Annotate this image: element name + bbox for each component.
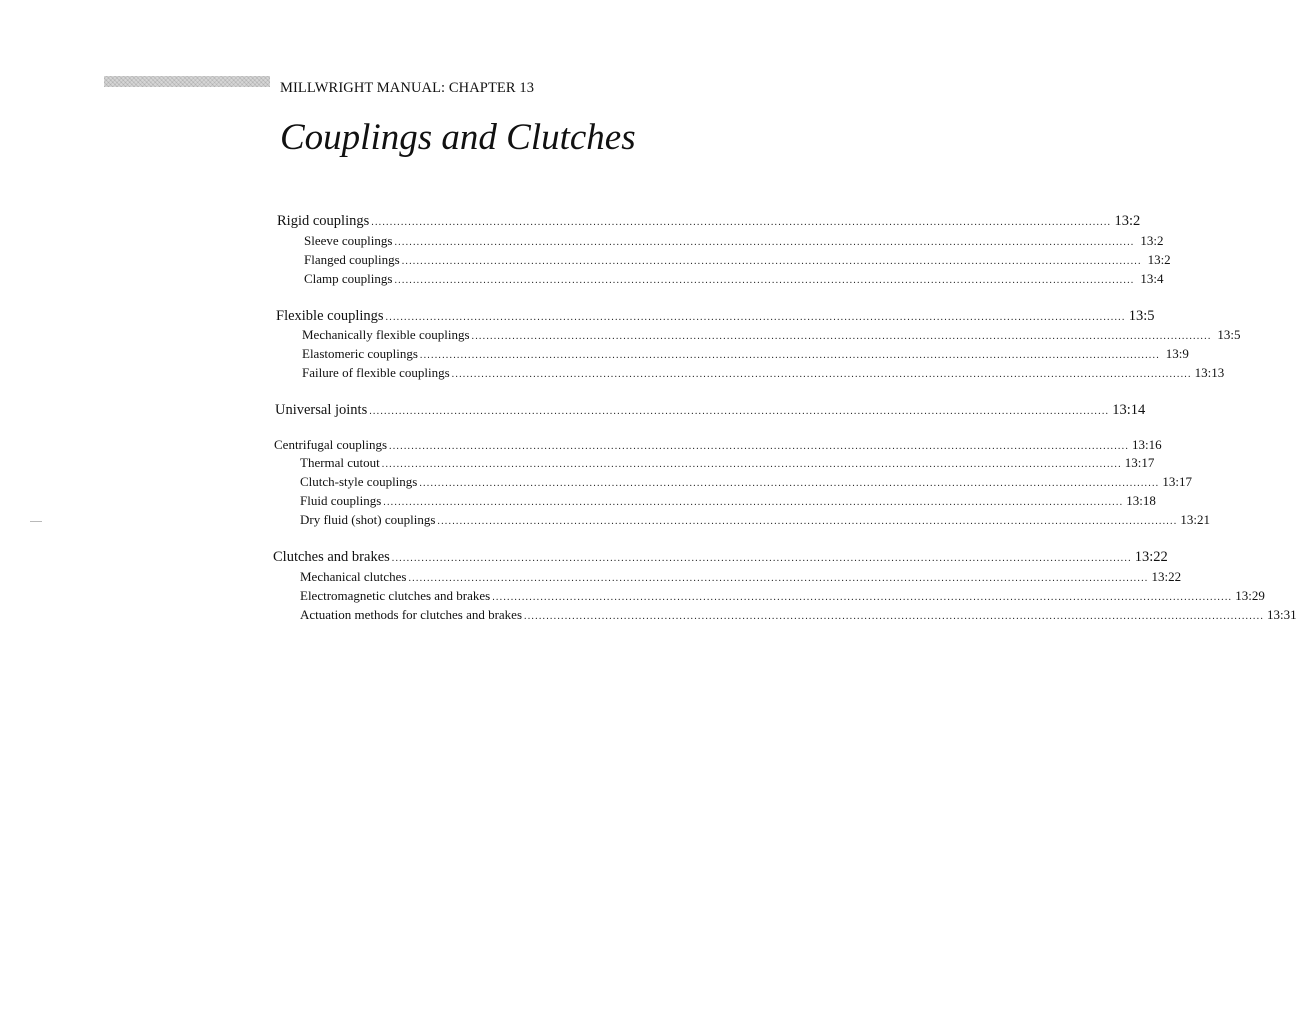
toc-entry-fluid-couplings[interactable] bbox=[300, 492, 1156, 510]
toc-entry-label: Sleeve couplings bbox=[304, 233, 393, 248]
toc-entry-page: 13:17 bbox=[1162, 474, 1192, 489]
toc-entry-centrifugal-couplings[interactable] bbox=[274, 436, 1162, 454]
toc-entry-label: Electromagnetic clutches and brakes bbox=[300, 588, 491, 603]
chapter-title: Couplings and Clutches bbox=[280, 117, 636, 158]
toc-entry-flanged-couplings[interactable] bbox=[304, 251, 1171, 269]
toc-entry-thermal-cutout[interactable] bbox=[300, 454, 1155, 472]
toc-leader-dots: ........................................................................................................................................................................................................ bbox=[492, 592, 1233, 603]
toc-entry-page: 13:22 bbox=[1151, 569, 1182, 584]
toc-leader-dots: ........................................................................................................................................................................................................ bbox=[389, 441, 1130, 452]
toc-entry-actuation-methods[interactable] bbox=[300, 606, 1297, 624]
toc-entry-mechanical-clutches[interactable] bbox=[300, 568, 1182, 586]
toc-entry-label: Thermal cutout bbox=[300, 455, 380, 470]
toc-entry-electromagnetic-clutches-and-brakes[interactable] bbox=[300, 587, 1265, 605]
toc-entry-page: 13:31 bbox=[1267, 607, 1297, 622]
toc-entry-page: 13:2 bbox=[1140, 233, 1164, 248]
toc-leader-dots: ........................................................................................................................................................................................................ bbox=[383, 497, 1124, 508]
toc-entry-label: Universal joints bbox=[275, 402, 368, 418]
toc-leader-dots: ........................................................................................................................................................................................................ bbox=[369, 406, 1110, 417]
toc-entry-label: Mechanical clutches bbox=[300, 569, 407, 584]
toc-leader-dots: ........................................................................................................................................................................................................ bbox=[524, 611, 1265, 622]
toc-entry-label: Failure of flexible couplings bbox=[302, 365, 450, 380]
toc-leader-dots: ........................................................................................................................................................................................................ bbox=[381, 459, 1122, 470]
toc-entry-page: 13:14 bbox=[1112, 402, 1146, 418]
toc-entry-clutches-and-brakes[interactable] bbox=[273, 548, 1168, 566]
toc-entry-universal-joints[interactable] bbox=[275, 401, 1146, 419]
toc-leader-dots: ........................................................................................................................................................................................................ bbox=[401, 256, 1142, 267]
toc-entry-label: Mechanically flexible couplings bbox=[302, 327, 470, 342]
toc-leader-dots: ........................................................................................................................................................................................................ bbox=[371, 217, 1112, 228]
toc-leader-dots: ........................................................................................................................................................................................................ bbox=[437, 516, 1178, 527]
toc-entry-failure-of-flexible-couplings[interactable] bbox=[302, 364, 1225, 382]
toc-leader-dots: ........................................................................................................................................................................................................ bbox=[408, 573, 1149, 584]
toc-entry-sleeve-couplings[interactable] bbox=[304, 232, 1164, 250]
toc-leader-dots: ........................................................................................................................................................................................................ bbox=[394, 275, 1135, 286]
toc-entry-mechanically-flexible-couplings[interactable] bbox=[302, 326, 1241, 344]
toc-leader-dots: ........................................................................................................................................................................................................ bbox=[385, 312, 1126, 323]
toc-entry-page: 13:22 bbox=[1134, 549, 1168, 565]
toc-entry-clamp-couplings[interactable] bbox=[304, 270, 1164, 288]
toc-entry-label: Actuation methods for clutches and brakes bbox=[300, 607, 523, 622]
toc-entry-label: Dry fluid (shot) couplings bbox=[300, 512, 436, 527]
running-head: MILLWRIGHT MANUAL: CHAPTER 13 bbox=[280, 80, 535, 96]
toc-entry-page: 13:29 bbox=[1235, 588, 1265, 603]
toc-entry-page: 13:5 bbox=[1217, 327, 1241, 342]
toc-entry-label: Flexible couplings bbox=[276, 308, 384, 324]
toc-entry-label: Rigid couplings bbox=[277, 213, 370, 229]
toc-leader-dots: ........................................................................................................................................................................................................ bbox=[391, 553, 1132, 564]
toc-entry-page: 13:2 bbox=[1114, 213, 1141, 229]
toc-entry-page: 13:5 bbox=[1128, 308, 1155, 324]
toc-entry-label: Fluid couplings bbox=[300, 493, 382, 508]
toc-entry-rigid-couplings[interactable] bbox=[277, 212, 1141, 230]
toc-entry-label: Clamp couplings bbox=[304, 271, 393, 286]
toc-entry-clutch-style-couplings[interactable] bbox=[300, 473, 1192, 491]
toc-entry-label: Clutches and brakes bbox=[273, 549, 390, 565]
toc-entry-label: Centrifugal couplings bbox=[274, 437, 388, 452]
toc-entry-page: 13:17 bbox=[1124, 455, 1155, 470]
toc-leader-dots: ........................................................................................................................................................................................................ bbox=[471, 331, 1212, 342]
toc-leader-dots: ........................................................................................................................................................................................................ bbox=[419, 350, 1160, 361]
toc-entry-label: Flanged couplings bbox=[304, 252, 400, 267]
toc-entry-page: 13:9 bbox=[1165, 346, 1189, 361]
toc-entry-label: Clutch-style couplings bbox=[300, 474, 418, 489]
toc-entry-dry-fluid-shot-couplings[interactable] bbox=[300, 511, 1211, 529]
toc-entry-page: 13:21 bbox=[1180, 512, 1211, 527]
toc-leader-dots: ........................................................................................................................................................................................................ bbox=[394, 237, 1135, 248]
toc-entry-page: 13:18 bbox=[1126, 493, 1156, 508]
toc-entry-flexible-couplings[interactable] bbox=[276, 307, 1155, 325]
toc-entry-elastomeric-couplings[interactable] bbox=[302, 345, 1189, 363]
toc-leader-dots: ........................................................................................................................................................................................................ bbox=[451, 369, 1192, 380]
toc-leader-dots: ........................................................................................................................................................................................................ bbox=[419, 478, 1160, 489]
toc-entry-page: 13:13 bbox=[1194, 365, 1225, 380]
toc-entry-page: 13:4 bbox=[1140, 271, 1164, 286]
toc-entry-label: Elastomeric couplings bbox=[302, 346, 418, 361]
toc-entry-page: 13:16 bbox=[1132, 437, 1162, 452]
toc-entry-page: 13:2 bbox=[1147, 252, 1171, 267]
